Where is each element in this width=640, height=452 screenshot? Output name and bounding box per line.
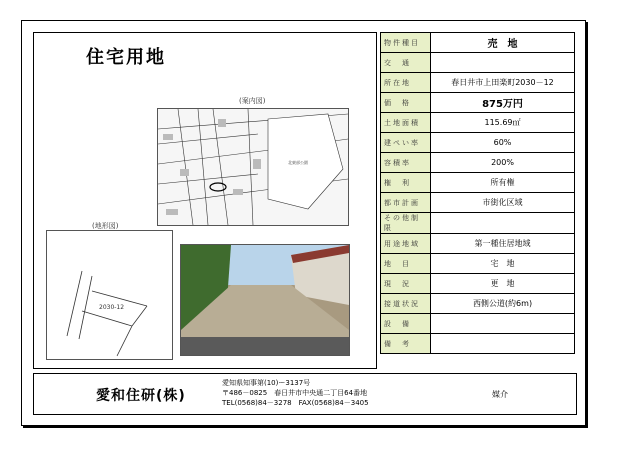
info-value: 60% <box>431 133 575 153</box>
info-row <box>381 234 575 254</box>
location-map <box>157 108 349 226</box>
page-title: 住宅用地 <box>86 47 166 68</box>
info-value: 春日井市上田楽町2030－12 <box>431 73 575 93</box>
info-key: 備 考 <box>381 334 431 354</box>
info-key: 所在地 <box>381 73 431 93</box>
info-row <box>381 33 575 53</box>
plan-graphic <box>47 231 172 359</box>
info-value: 売 地 <box>431 33 575 53</box>
info-value: 宅 地 <box>431 254 575 274</box>
info-value: 115.69㎡ <box>431 113 575 133</box>
site-photo <box>180 244 350 356</box>
info-row <box>381 334 575 354</box>
info-value <box>431 213 575 234</box>
info-key: 地 目 <box>381 254 431 274</box>
company-name: 愛和住研(株) <box>96 388 186 404</box>
license-number: 愛知県知事第(10)ー3137号 <box>222 379 311 387</box>
info-row <box>381 93 575 113</box>
property-info-table <box>380 32 575 354</box>
info-key: 交 通 <box>381 53 431 73</box>
transaction-type: 媒介 <box>492 390 508 399</box>
info-row <box>381 53 575 73</box>
info-value: 所有権 <box>431 173 575 193</box>
info-row <box>381 294 575 314</box>
info-row <box>381 173 575 193</box>
info-value: 西側公道(約6m) <box>431 294 575 314</box>
lot-plan <box>46 230 173 360</box>
info-value: 200% <box>431 153 575 173</box>
map-label: (案内図) <box>239 97 266 105</box>
info-key: 容積率 <box>381 153 431 173</box>
info-value: 第一種住居地域 <box>431 234 575 254</box>
plan-label: (地形図) <box>92 222 119 230</box>
info-key: 設 備 <box>381 314 431 334</box>
lot-number: 2030-12 <box>99 304 125 311</box>
info-row <box>381 193 575 213</box>
info-row <box>381 314 575 334</box>
info-key: 接道状況 <box>381 294 431 314</box>
info-key: 建ぺい率 <box>381 133 431 153</box>
photo-graphic <box>181 245 349 355</box>
company-address: 〒486－0825 春日井市中央通二丁目64番地 <box>222 389 368 397</box>
info-value: 市街化区域 <box>431 193 575 213</box>
info-row <box>381 213 575 234</box>
info-value <box>431 314 575 334</box>
info-row <box>381 73 575 93</box>
info-key: 現 況 <box>381 274 431 294</box>
info-key: 物件種目 <box>381 33 431 53</box>
info-value <box>431 334 575 354</box>
map-graphic <box>158 109 348 225</box>
info-key: 価 格 <box>381 93 431 113</box>
info-row <box>381 274 575 294</box>
info-key: 用途地域 <box>381 234 431 254</box>
footer <box>33 373 577 415</box>
info-row <box>381 133 575 153</box>
info-key: 権 利 <box>381 173 431 193</box>
info-value: 875万円 <box>431 93 575 113</box>
info-key: 土地面積 <box>381 113 431 133</box>
info-key: 都市計画 <box>381 193 431 213</box>
info-row <box>381 113 575 133</box>
park-label: 北東部公園 <box>288 160 308 165</box>
main-panel <box>33 32 377 369</box>
company-phone: TEL(0568)84－3278 FAX(0568)84－3405 <box>222 399 369 407</box>
info-value: 更 地 <box>431 274 575 294</box>
company-address-block <box>222 378 369 408</box>
info-row <box>381 254 575 274</box>
info-value <box>431 53 575 73</box>
info-row <box>381 153 575 173</box>
info-key: その他制限 <box>381 213 431 234</box>
